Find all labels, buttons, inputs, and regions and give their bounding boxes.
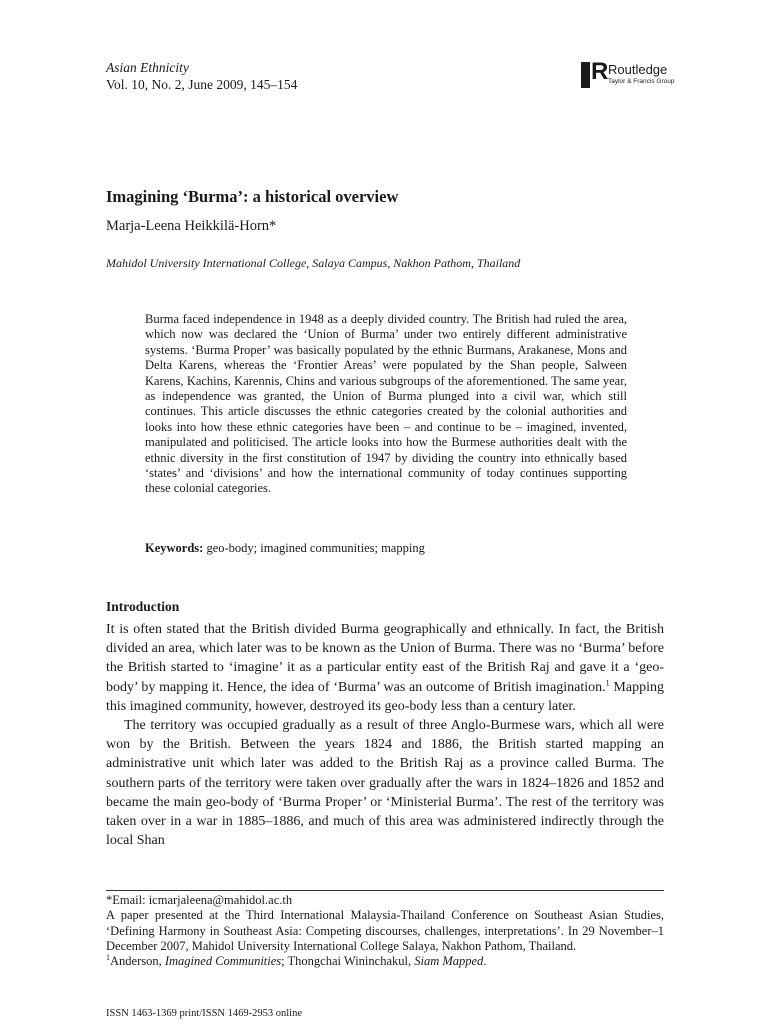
footnote-book-title: Siam Mapped — [414, 954, 484, 969]
journal-name: Asian Ethnicity — [106, 60, 189, 75]
footnotes — [106, 893, 664, 969]
footnote-text: . — [483, 954, 487, 969]
keywords-list: geo-body; imagined communities; mapping — [206, 541, 425, 555]
publisher-tagline: Taylor & Francis Group — [608, 78, 675, 85]
footnote-paper-note: A paper presented at the Third International Malaysia-Thailand Conference on Southeast Asian Studies, ‘Defining Harmony in Southeast Asia: Competing discourses, challenges, interpretations’. In 29 November–1 December 2007, Mahidol University International College Salaya, Nakhon Pathom, Thailand. — [106, 908, 664, 953]
publisher-name: Routledge — [608, 62, 668, 77]
keywords-label: Keywords: — [145, 541, 204, 555]
publisher-mark-icon — [581, 62, 590, 88]
footnote-email: *Email: icmarjaleena@mahidol.ac.th — [106, 893, 293, 907]
article-title: Imagining ‘Burma’: a historical overview — [106, 187, 399, 206]
article-author: Marja-Leena Heikkilä-Horn* — [106, 218, 277, 234]
keywords-line — [145, 541, 425, 556]
introduction-body — [106, 620, 664, 850]
body-paragraph: The territory was occupied gradually as a result of three Anglo-Burmese wars, which all were won by the British. Between the years 1824 and 1886, the British started mapping an administrative unit which later was added to the British Raj as a province called Burma. The southern parts of the territory were taken over gradually after the wars in 1824–1826 and 1852 and became the main geo-body of ‘Burma Proper’ or ‘Ministerial Burma’. The rest of the territory was taken over in a war in 1885–1886, and much of this area was administered indirectly through the local Shan — [106, 718, 664, 849]
journal-citation: Vol. 10, No. 2, June 2009, 145–154 — [106, 77, 298, 92]
author-affiliation: Mahidol University International College, Salaya Campus, Nakhon Pathom, Thailand — [106, 256, 521, 270]
abstract: Burma faced independence in 1948 as a deeply divided country. The British had ruled the area, which now was declared the ‘Union of Burma’ under two entirely different administrative systems. ‘Burma Proper’ was basically populated by the ethnic Burmans, Arakanese, Mons and Delta Karens, whereas the ‘Frontier Areas’ were populated by the Shan people, Salween Karens, Kachins, Karennis, Chins and various subgroups of the aforementioned. The same year, as independence was granted, the Union of Burma plunged into a civil war, which still continues. This article discusses the ethnic categories created by the colonial authorities and looks into how these ethnic categories have been – and continue to be – imagined, invented, manipulated and politicised. The article looks into how the Burmese authorities dealt with the ethnic diversity in the first constitution of 1947 by dividing the country into ethnically based ‘states’ and ‘divisions’ and how the international community of today continues supporting these colonial categories. — [145, 312, 627, 496]
footnote-divider — [106, 890, 664, 891]
body-paragraph — [106, 620, 664, 716]
section-heading-introduction: Introduction — [106, 599, 180, 614]
paragraph-text: Mapping this imagined community, however, destroyed its geo-body less than a century later. — [106, 679, 664, 714]
issn-line: ISSN 1463-1369 print/ISSN 1469-2953 online — [106, 1008, 303, 1019]
publisher-logo — [581, 60, 691, 90]
footnote-text: ; Thongchai Wininchakul, — [281, 954, 415, 969]
footnote-ref[interactable]: 1 — [605, 677, 610, 687]
footnote-book-title: Imagined Communities — [164, 954, 282, 969]
paragraph-text: It is often stated that the British divided Burma geographically and ethnically. In fact, the British divided an area, which later was to be known as the Union of Burma. There was no ‘Burma’ before the British started to ‘imagine’ it as a particular entity east of the British Raj and gave it a ‘geo-body’ by mapping it. Hence, the idea of ‘Burma’ was an outcome of British imagination. — [106, 622, 664, 695]
publisher-initial: R — [591, 58, 609, 85]
footnote-1 — [106, 954, 664, 969]
footnote-number: 1 — [106, 953, 110, 963]
journal-header — [106, 59, 297, 93]
footnote-text: Anderson, — [110, 954, 165, 969]
